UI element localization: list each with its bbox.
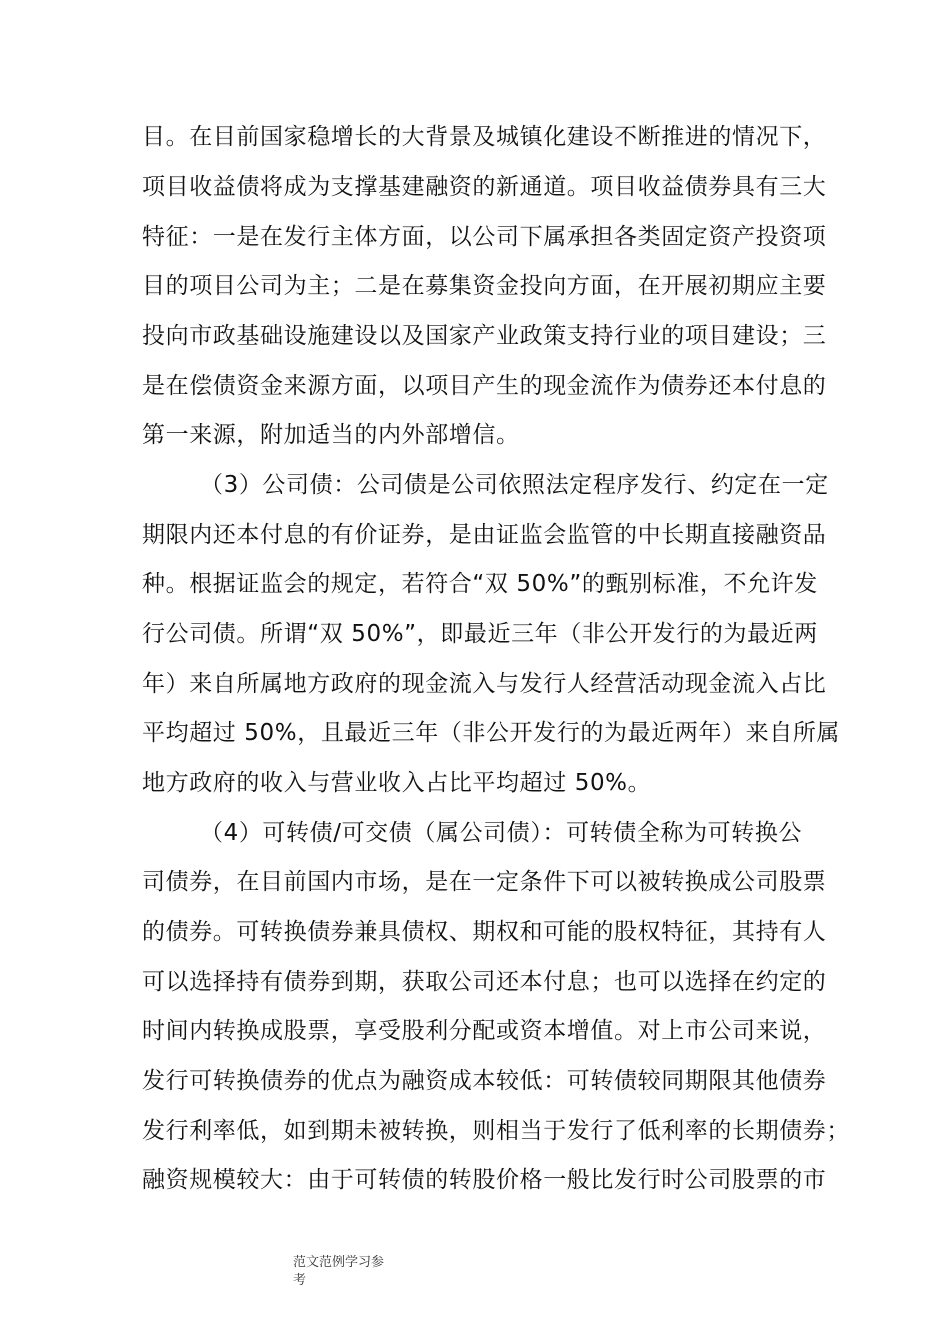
paragraph-heading-3: （3）公司债：公司债是公司依照法定程序发行、约定在一定 (200, 472, 829, 498)
text-line: 期限内还本付息的有价证券，是由证监会监管的中长期直接融资品 (142, 522, 827, 548)
text-line: 时间内转换成股票，享受股利分配或资本增值。对上市公司来说， (142, 1018, 827, 1044)
text-line: 目的项目公司为主；二是在募集资金投向方面，在开展初期应主要 (142, 273, 827, 299)
text-line: 可以选择持有债券到期，获取公司还本付息；也可以选择在约定的 (142, 969, 827, 995)
text-line: 融资规模较大：由于可转债的转股价格一般比发行时公司股票的市 (142, 1167, 827, 1193)
text-line: 投向市政基础设施建设以及国家产业政策支持行业的项目建设；三 (142, 323, 827, 349)
text-line: 发行可转换债券的优点为融资成本较低：可转债较同期限其他债券 (142, 1068, 827, 1094)
text-line: 司债券，在目前国内市场，是在一定条件下可以被转换成公司股票 (142, 869, 827, 895)
footer-line: 考 (293, 1273, 307, 1288)
text-line: 特征：一是在发行主体方面，以公司下属承担各类固定资产投资项 (142, 224, 827, 250)
text-line: 目。在目前国家稳增长的大背景及城镇化建设不断推进的情况下， (142, 124, 827, 150)
footer-line: 范文范例学习参 (293, 1255, 385, 1270)
paragraph-heading-4: （4）可转债/可交债（属公司债）：可转债全称为可转换公 (200, 820, 803, 846)
text-line: 地方政府的收入与营业收入占比平均超过 50%。 (142, 770, 652, 796)
text-line: 年）来自所属地方政府的现金流入与发行人经营活动现金流入占比 (142, 671, 827, 697)
text-line: 第一来源，附加适当的内外部增信。 (142, 422, 520, 448)
text-line: 的债券。可转换债券兼具债权、期权和可能的股权特征，其持有人 (142, 919, 827, 945)
text-line: 发行利率低，如到期未被转换，则相当于发行了低利率的长期债券； (142, 1118, 850, 1144)
text-line: 是在偿债资金来源方面，以项目产生的现金流作为债券还本付息的 (142, 373, 827, 399)
text-line: 行公司债。所谓“双 50%”，即最近三年（非公开发行的为最近两 (142, 621, 818, 647)
text-line: 项目收益债将成为支撑基建融资的新通道。项目收益债券具有三大 (142, 174, 827, 200)
page-footer (293, 1254, 403, 1290)
text-line: 种。根据证监会的规定，若符合“双 50%”的甄别标准，不允许发 (142, 571, 818, 597)
text-line: 平均超过 50%，且最近三年（非公开发行的为最近两年）来自所属 (142, 720, 841, 746)
